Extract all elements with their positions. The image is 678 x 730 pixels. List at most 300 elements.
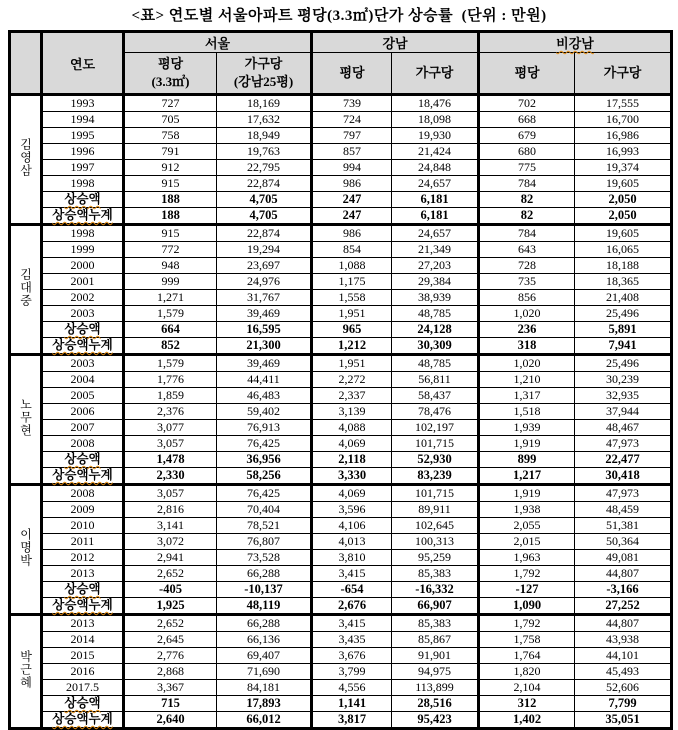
subheader-line: 가구당 bbox=[244, 56, 283, 71]
table-body bbox=[10, 95, 672, 729]
year-label: 2012 bbox=[70, 550, 95, 564]
value-cell: 312 bbox=[479, 696, 575, 712]
value-cell: 27,203 bbox=[392, 258, 479, 274]
summary-label: 상승액누계 bbox=[52, 208, 113, 222]
value-cell: 6,181 bbox=[392, 208, 479, 225]
value-cell: 85,383 bbox=[392, 566, 479, 582]
value-cell: 113,899 bbox=[392, 680, 479, 696]
non-gangnam-per-household-header bbox=[575, 53, 672, 95]
value-cell: 52,606 bbox=[575, 680, 672, 696]
year-label: 2010 bbox=[70, 518, 95, 532]
value-cell: 21,349 bbox=[392, 242, 479, 258]
value-cell: 2,055 bbox=[479, 518, 575, 534]
year-label: 2011 bbox=[70, 534, 95, 548]
year-label: 2015 bbox=[70, 648, 95, 662]
value-cell: 2,050 bbox=[575, 208, 672, 225]
year-label: 1997 bbox=[70, 160, 95, 174]
summary-label-cell bbox=[42, 338, 124, 355]
year-label: 2017.5 bbox=[66, 680, 99, 694]
year-cell bbox=[42, 648, 124, 664]
table-row bbox=[10, 518, 672, 534]
value-cell: 24,848 bbox=[392, 160, 479, 176]
value-cell: 43,938 bbox=[575, 632, 672, 648]
value-cell: 45,493 bbox=[575, 664, 672, 680]
value-cell: 724 bbox=[312, 112, 392, 128]
value-cell: 965 bbox=[312, 322, 392, 338]
value-cell: 17,893 bbox=[217, 696, 312, 712]
president-cell bbox=[10, 485, 42, 615]
value-cell: 35,051 bbox=[575, 712, 672, 729]
subheader-line: (강남25평) bbox=[233, 74, 294, 89]
value-cell: 1,792 bbox=[479, 566, 575, 582]
value-cell: 7,799 bbox=[575, 696, 672, 712]
president-name: 김영삼 bbox=[18, 138, 33, 177]
value-cell: 70,404 bbox=[217, 502, 312, 518]
value-cell: 100,313 bbox=[392, 534, 479, 550]
summary-label: 상승액 bbox=[64, 582, 101, 596]
table-row bbox=[10, 534, 672, 550]
table-row bbox=[10, 128, 672, 144]
value-cell: 1,764 bbox=[479, 648, 575, 664]
value-cell: 1,919 bbox=[479, 485, 575, 502]
table-row bbox=[10, 502, 672, 518]
value-cell: 37,944 bbox=[575, 404, 672, 420]
gangnam-per-pyeong-header bbox=[312, 53, 392, 95]
value-cell: 76,425 bbox=[217, 436, 312, 452]
year-cell bbox=[42, 420, 124, 436]
value-cell: 1,859 bbox=[124, 388, 217, 404]
value-cell: 101,715 bbox=[392, 436, 479, 452]
value-cell: 16,065 bbox=[575, 242, 672, 258]
value-cell: 28,516 bbox=[392, 696, 479, 712]
value-cell: 94,975 bbox=[392, 664, 479, 680]
value-cell: 18,188 bbox=[575, 258, 672, 274]
value-cell: 4,088 bbox=[312, 420, 392, 436]
value-cell: 44,411 bbox=[217, 372, 312, 388]
value-cell: 39,469 bbox=[217, 355, 312, 372]
table-row bbox=[10, 290, 672, 306]
value-cell: 1,951 bbox=[312, 355, 392, 372]
year-cell bbox=[42, 436, 124, 452]
value-cell: 1,088 bbox=[312, 258, 392, 274]
value-cell: 24,657 bbox=[392, 176, 479, 192]
president-name: 김대중 bbox=[18, 268, 33, 307]
value-cell: 66,288 bbox=[217, 566, 312, 582]
value-cell: 1,939 bbox=[479, 420, 575, 436]
value-cell: -405 bbox=[124, 582, 217, 598]
value-cell: 856 bbox=[479, 290, 575, 306]
value-cell: 24,657 bbox=[392, 225, 479, 242]
value-cell: 1,951 bbox=[312, 306, 392, 322]
value-cell: -654 bbox=[312, 582, 392, 598]
value-cell: 1,090 bbox=[479, 598, 575, 615]
value-cell: 84,181 bbox=[217, 680, 312, 696]
year-label: 2004 bbox=[70, 372, 95, 386]
year-label: 2003 bbox=[70, 356, 95, 370]
summary-label: 상승액 bbox=[64, 452, 101, 466]
year-cell bbox=[42, 518, 124, 534]
value-cell: 784 bbox=[479, 225, 575, 242]
table-row bbox=[10, 112, 672, 128]
year-label: 2005 bbox=[70, 388, 95, 402]
value-cell: 16,700 bbox=[575, 112, 672, 128]
value-cell: 2,816 bbox=[124, 502, 217, 518]
year-label: 1994 bbox=[70, 112, 95, 126]
table-row bbox=[10, 208, 672, 225]
value-cell: 44,101 bbox=[575, 648, 672, 664]
value-cell: 999 bbox=[124, 274, 217, 290]
table-row bbox=[10, 258, 672, 274]
summary-label-cell bbox=[42, 468, 124, 485]
subheader-line: 평당 bbox=[157, 56, 184, 71]
value-cell: 48,119 bbox=[217, 598, 312, 615]
summary-label: 상승액 bbox=[64, 696, 101, 710]
value-cell: 95,259 bbox=[392, 550, 479, 566]
value-cell: 78,521 bbox=[217, 518, 312, 534]
year-label: 2006 bbox=[70, 404, 95, 418]
year-cell bbox=[42, 615, 124, 632]
value-cell: 728 bbox=[479, 258, 575, 274]
value-cell: 19,605 bbox=[575, 176, 672, 192]
value-cell: 46,483 bbox=[217, 388, 312, 404]
value-cell: 2,640 bbox=[124, 712, 217, 729]
value-cell: 188 bbox=[124, 208, 217, 225]
year-cell bbox=[42, 485, 124, 502]
value-cell: 775 bbox=[479, 160, 575, 176]
value-cell: 791 bbox=[124, 144, 217, 160]
summary-label-cell bbox=[42, 598, 124, 615]
table-row bbox=[10, 192, 672, 208]
value-cell: 4,106 bbox=[312, 518, 392, 534]
table-row bbox=[10, 566, 672, 582]
table-row bbox=[10, 144, 672, 160]
year-label: 1993 bbox=[70, 96, 95, 110]
value-cell: -16,332 bbox=[392, 582, 479, 598]
non-gangnam-group-header bbox=[479, 32, 672, 53]
value-cell: 1,776 bbox=[124, 372, 217, 388]
president-cell bbox=[10, 615, 42, 729]
value-cell: 986 bbox=[312, 225, 392, 242]
value-cell: 1,579 bbox=[124, 306, 217, 322]
value-cell: 44,807 bbox=[575, 615, 672, 632]
table-row bbox=[10, 274, 672, 290]
value-cell: 51,381 bbox=[575, 518, 672, 534]
table-row bbox=[10, 306, 672, 322]
value-cell: -10,137 bbox=[217, 582, 312, 598]
value-cell: 2,104 bbox=[479, 680, 575, 696]
value-cell: 59,402 bbox=[217, 404, 312, 420]
value-cell: 71,690 bbox=[217, 664, 312, 680]
value-cell: 66,136 bbox=[217, 632, 312, 648]
year-label: 2008 bbox=[70, 436, 95, 450]
value-cell: 78,476 bbox=[392, 404, 479, 420]
value-cell: 857 bbox=[312, 144, 392, 160]
table-row bbox=[10, 648, 672, 664]
value-cell: 52,930 bbox=[392, 452, 479, 468]
value-cell: 3,330 bbox=[312, 468, 392, 485]
value-cell: 735 bbox=[479, 274, 575, 290]
value-cell: 727 bbox=[124, 95, 217, 112]
gangnam-group-header bbox=[312, 32, 479, 53]
year-cell bbox=[42, 534, 124, 550]
value-cell: 73,528 bbox=[217, 550, 312, 566]
year-label: 2009 bbox=[70, 502, 95, 516]
table-title: <표> 연도별 서울아파트 평당(3.3㎡)단가 상승률 (단위 : 만원) bbox=[131, 8, 547, 24]
year-cell bbox=[42, 502, 124, 518]
value-cell: 994 bbox=[312, 160, 392, 176]
summary-label-cell bbox=[42, 322, 124, 338]
value-cell: 188 bbox=[124, 192, 217, 208]
value-cell: 318 bbox=[479, 338, 575, 355]
seoul-per-household-header bbox=[217, 53, 312, 95]
table-row bbox=[10, 420, 672, 436]
value-cell: 1,020 bbox=[479, 306, 575, 322]
value-cell: 44,807 bbox=[575, 566, 672, 582]
value-cell: 49,081 bbox=[575, 550, 672, 566]
table-row bbox=[10, 176, 672, 192]
value-cell: 1,317 bbox=[479, 388, 575, 404]
value-cell: 18,098 bbox=[392, 112, 479, 128]
value-cell: 1,210 bbox=[479, 372, 575, 388]
value-cell: 58,256 bbox=[217, 468, 312, 485]
value-cell: 915 bbox=[124, 176, 217, 192]
president-cell bbox=[10, 95, 42, 225]
value-cell: 27,252 bbox=[575, 598, 672, 615]
table-row bbox=[10, 712, 672, 729]
value-cell: 23,697 bbox=[217, 258, 312, 274]
table-header bbox=[10, 32, 672, 95]
value-cell: 4,705 bbox=[217, 208, 312, 225]
summary-label: 상승액 bbox=[64, 192, 101, 206]
year-label: 2000 bbox=[70, 258, 95, 272]
table-row bbox=[10, 632, 672, 648]
value-cell: 3,817 bbox=[312, 712, 392, 729]
value-cell: 3,415 bbox=[312, 615, 392, 632]
value-cell: 16,993 bbox=[575, 144, 672, 160]
value-cell: 236 bbox=[479, 322, 575, 338]
value-cell: 29,384 bbox=[392, 274, 479, 290]
year-label: 2014 bbox=[70, 632, 95, 646]
year-label: 1998 bbox=[70, 176, 95, 190]
year-label: 1998 bbox=[70, 226, 95, 240]
value-cell: 102,197 bbox=[392, 420, 479, 436]
value-cell: 3,415 bbox=[312, 566, 392, 582]
seoul-group-label: 서울 bbox=[204, 36, 231, 51]
table-row bbox=[10, 95, 672, 112]
value-cell: 3,367 bbox=[124, 680, 217, 696]
value-cell: 2,376 bbox=[124, 404, 217, 420]
value-cell: 19,294 bbox=[217, 242, 312, 258]
value-cell: 38,939 bbox=[392, 290, 479, 306]
year-cell bbox=[42, 680, 124, 696]
year-label: 2003 bbox=[70, 306, 95, 320]
year-column-header: 연도 bbox=[42, 32, 124, 95]
year-cell bbox=[42, 225, 124, 242]
value-cell: 82 bbox=[479, 192, 575, 208]
value-cell: 772 bbox=[124, 242, 217, 258]
value-cell: 852 bbox=[124, 338, 217, 355]
value-cell: 76,425 bbox=[217, 485, 312, 502]
table-row bbox=[10, 436, 672, 452]
value-cell: 664 bbox=[124, 322, 217, 338]
value-cell: 36,956 bbox=[217, 452, 312, 468]
value-cell: 24,128 bbox=[392, 322, 479, 338]
value-cell: 1,919 bbox=[479, 436, 575, 452]
summary-label-cell bbox=[42, 696, 124, 712]
value-cell: 1,402 bbox=[479, 712, 575, 729]
value-cell: 912 bbox=[124, 160, 217, 176]
value-cell: 30,418 bbox=[575, 468, 672, 485]
value-cell: 22,874 bbox=[217, 225, 312, 242]
value-cell: 50,364 bbox=[575, 534, 672, 550]
value-cell: 48,467 bbox=[575, 420, 672, 436]
year-cell bbox=[42, 550, 124, 566]
value-cell: 1,820 bbox=[479, 664, 575, 680]
non-gangnam-group-label: 비강남 bbox=[556, 36, 594, 51]
year-cell bbox=[42, 404, 124, 420]
president-name: 노무현 bbox=[18, 398, 33, 437]
value-cell: -127 bbox=[479, 582, 575, 598]
value-cell: 22,874 bbox=[217, 176, 312, 192]
value-cell: 95,423 bbox=[392, 712, 479, 729]
summary-label-cell bbox=[42, 192, 124, 208]
table-row bbox=[10, 452, 672, 468]
table-row bbox=[10, 550, 672, 566]
value-cell: 1,558 bbox=[312, 290, 392, 306]
gangnam-group-label: 강남 bbox=[382, 36, 408, 51]
value-cell: 1,938 bbox=[479, 502, 575, 518]
value-cell: 16,595 bbox=[217, 322, 312, 338]
table-row bbox=[10, 598, 672, 615]
value-cell: 3,141 bbox=[124, 518, 217, 534]
value-cell: 91,901 bbox=[392, 648, 479, 664]
year-cell bbox=[42, 355, 124, 372]
subheader-line: (3.3㎡) bbox=[151, 74, 190, 89]
value-cell: 899 bbox=[479, 452, 575, 468]
value-cell: 3,139 bbox=[312, 404, 392, 420]
value-cell: 643 bbox=[479, 242, 575, 258]
table-row bbox=[10, 372, 672, 388]
value-cell: 2,676 bbox=[312, 598, 392, 615]
value-cell: 19,605 bbox=[575, 225, 672, 242]
value-cell: 1,758 bbox=[479, 632, 575, 648]
summary-label: 상승액누계 bbox=[52, 468, 113, 482]
year-cell bbox=[42, 95, 124, 112]
value-cell: 25,496 bbox=[575, 306, 672, 322]
value-cell: 39,469 bbox=[217, 306, 312, 322]
value-cell: 2,868 bbox=[124, 664, 217, 680]
value-cell: 17,555 bbox=[575, 95, 672, 112]
seoul-group-header bbox=[124, 32, 312, 53]
table-row bbox=[10, 404, 672, 420]
summary-label-cell bbox=[42, 712, 124, 729]
value-cell: 2,050 bbox=[575, 192, 672, 208]
value-cell: 24,976 bbox=[217, 274, 312, 290]
value-cell: 22,795 bbox=[217, 160, 312, 176]
value-cell: 66,012 bbox=[217, 712, 312, 729]
value-cell: 19,930 bbox=[392, 128, 479, 144]
year-cell bbox=[42, 144, 124, 160]
table-row bbox=[10, 355, 672, 372]
value-cell: 47,973 bbox=[575, 436, 672, 452]
table-row bbox=[10, 468, 672, 485]
value-cell: 702 bbox=[479, 95, 575, 112]
year-cell bbox=[42, 566, 124, 582]
value-cell: 1,271 bbox=[124, 290, 217, 306]
value-cell: 21,300 bbox=[217, 338, 312, 355]
value-cell: 3,596 bbox=[312, 502, 392, 518]
year-cell bbox=[42, 306, 124, 322]
value-cell: 1,141 bbox=[312, 696, 392, 712]
table-row bbox=[10, 615, 672, 632]
value-cell: 1,792 bbox=[479, 615, 575, 632]
year-cell bbox=[42, 258, 124, 274]
value-cell: 4,556 bbox=[312, 680, 392, 696]
value-cell: 2,337 bbox=[312, 388, 392, 404]
summary-label: 상승액누계 bbox=[52, 338, 113, 352]
value-cell: 16,986 bbox=[575, 128, 672, 144]
seoul-per-pyeong-header bbox=[124, 53, 217, 95]
value-cell: 4,069 bbox=[312, 485, 392, 502]
value-cell: 30,309 bbox=[392, 338, 479, 355]
value-cell: 101,715 bbox=[392, 485, 479, 502]
non-gangnam-per-pyeong-header bbox=[479, 53, 575, 95]
value-cell: 854 bbox=[312, 242, 392, 258]
summary-label: 상승액누계 bbox=[52, 598, 113, 612]
year-label: 2016 bbox=[70, 664, 95, 678]
value-cell: 58,437 bbox=[392, 388, 479, 404]
apartment-price-table bbox=[8, 30, 673, 730]
value-cell: 247 bbox=[312, 208, 392, 225]
table-row bbox=[10, 322, 672, 338]
year-label: 2001 bbox=[70, 274, 95, 288]
value-cell: 1,579 bbox=[124, 355, 217, 372]
value-cell: 2,652 bbox=[124, 615, 217, 632]
year-cell bbox=[42, 128, 124, 144]
value-cell: 715 bbox=[124, 696, 217, 712]
table-row bbox=[10, 338, 672, 355]
value-cell: 2,272 bbox=[312, 372, 392, 388]
year-cell bbox=[42, 160, 124, 176]
value-cell: 705 bbox=[124, 112, 217, 128]
year-label: 2013 bbox=[70, 616, 95, 630]
value-cell: 2,330 bbox=[124, 468, 217, 485]
value-cell: -3,166 bbox=[575, 582, 672, 598]
value-cell: 3,072 bbox=[124, 534, 217, 550]
year-label: 2007 bbox=[70, 420, 95, 434]
value-cell: 25,496 bbox=[575, 355, 672, 372]
table-row bbox=[10, 485, 672, 502]
year-cell bbox=[42, 388, 124, 404]
year-label: 1995 bbox=[70, 128, 95, 142]
value-cell: 83,239 bbox=[392, 468, 479, 485]
president-cell bbox=[10, 225, 42, 355]
value-cell: 3,057 bbox=[124, 485, 217, 502]
table-row bbox=[10, 388, 672, 404]
value-cell: 3,077 bbox=[124, 420, 217, 436]
value-cell: 1,175 bbox=[312, 274, 392, 290]
value-cell: 48,785 bbox=[392, 306, 479, 322]
value-cell: 784 bbox=[479, 176, 575, 192]
summary-label-cell bbox=[42, 452, 124, 468]
year-cell bbox=[42, 274, 124, 290]
value-cell: 85,383 bbox=[392, 615, 479, 632]
table-row bbox=[10, 696, 672, 712]
value-cell: 22,477 bbox=[575, 452, 672, 468]
value-cell: 1,217 bbox=[479, 468, 575, 485]
value-cell: 5,891 bbox=[575, 322, 672, 338]
value-cell: 47,973 bbox=[575, 485, 672, 502]
